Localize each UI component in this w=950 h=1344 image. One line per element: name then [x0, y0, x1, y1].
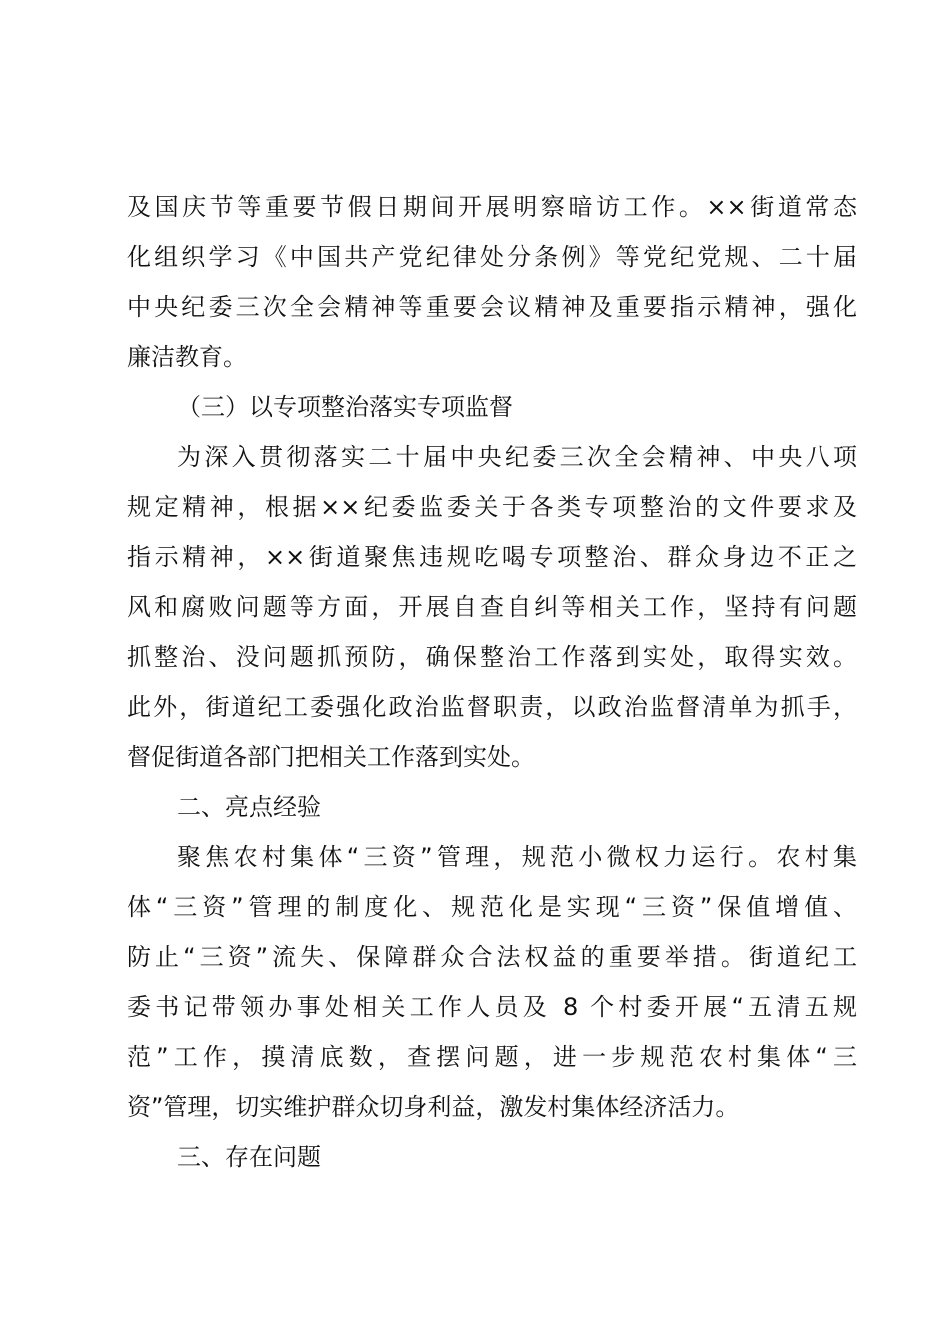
paragraph-supervision-education [127, 182, 857, 382]
paragraph-line: 聚焦农村集体“三资”管理，规范小微权力运行。农村集 [177, 843, 857, 871]
paragraph-line: 此外，街道纪工委强化政治监督职责，以政治监督清单为抓手， [127, 693, 857, 721]
paragraph-line: 风和腐败问题等方面，开展自查自纠等相关工作，坚持有问题 [127, 593, 857, 621]
paragraph-line: 指示精神，××街道聚焦违规吃喝专项整治、群众身边不正之 [127, 543, 857, 571]
paragraph-line: 廉洁教育。 [127, 343, 247, 371]
paragraph-line: 化组织学习《中国共产党纪律处分条例》等党纪党规、二十届 [127, 243, 857, 271]
paragraph-line: 抓整治、没问题抓预防，确保整治工作落到实处，取得实效。 [127, 643, 857, 671]
subheading-special-rectification: （三）以专项整治落实专项监督 [177, 393, 513, 421]
paragraph-line: 资”管理，切实维护群众切身利益，激发村集体经济活力。 [127, 1093, 740, 1121]
paragraph-line: 范”工作，摸清底数，查摆问题，进一步规范农村集体“三 [127, 1043, 857, 1071]
paragraph-line: 委书记带领办事处相关工作人员及 8 个村委开展“五清五规 [127, 993, 857, 1021]
paragraph-line: 体“三资”管理的制度化、规范化是实现“三资”保值增值、 [127, 893, 857, 921]
paragraph-line: 防止“三资”流失、保障群众合法权益的重要举措。街道纪工 [127, 943, 857, 971]
section-heading-highlights: 二、亮点经验 [177, 793, 321, 821]
section-heading-problems: 三、存在问题 [177, 1143, 321, 1171]
paragraph-special-rectification [127, 432, 857, 782]
paragraph-line: 为深入贯彻落实二十届中央纪委三次全会精神、中央八项 [177, 443, 857, 471]
paragraph-three-assets [127, 832, 857, 1132]
paragraph-line: 规定精神，根据××纪委监委关于各类专项整治的文件要求及 [127, 493, 857, 521]
paragraph-line: 督促街道各部门把相关工作落到实处。 [127, 743, 535, 771]
paragraph-line: 及国庆节等重要节假日期间开展明察暗访工作。××街道常态 [127, 193, 857, 221]
document-body [127, 182, 857, 1182]
paragraph-line: 中央纪委三次全会精神等重要会议精神及重要指示精神，强化 [127, 293, 857, 321]
